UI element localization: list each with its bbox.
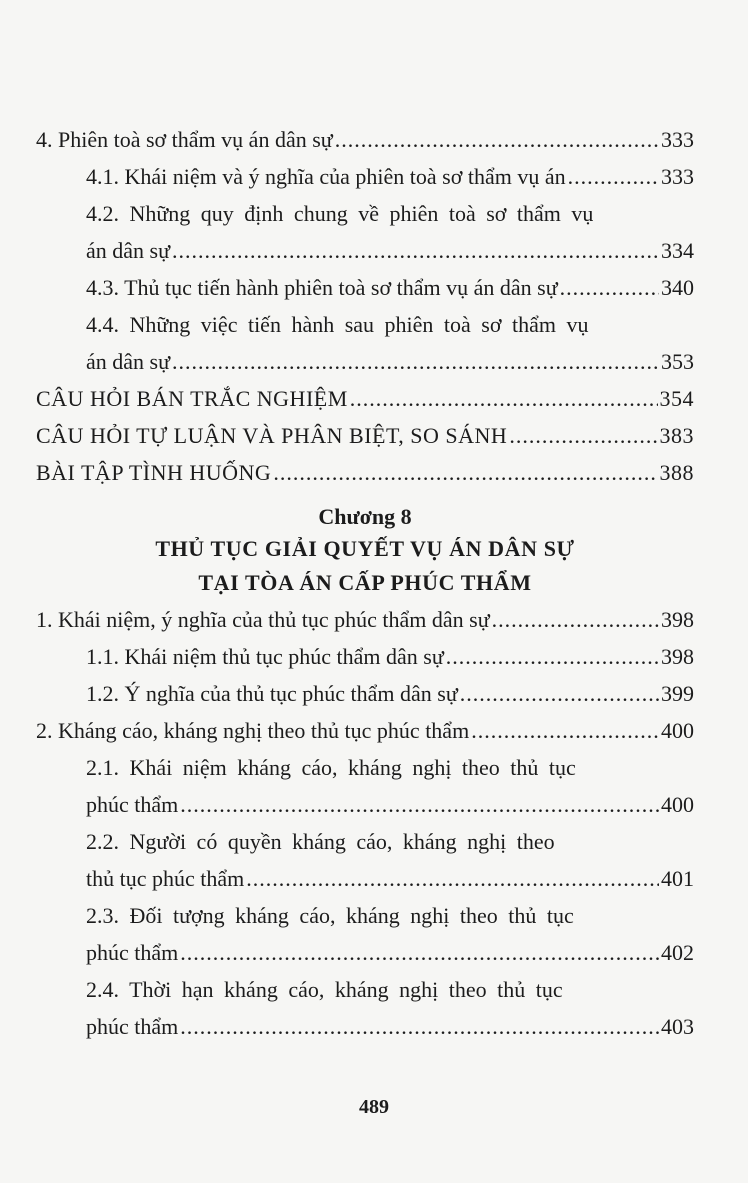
toc-entry (36, 939, 694, 976)
toc-entry (36, 385, 694, 422)
leader-dots (172, 348, 659, 376)
toc-entry-page: 403 (661, 1014, 694, 1039)
page-number: 489 (359, 1096, 389, 1118)
toc-entry (36, 237, 694, 274)
leader-dots (560, 274, 659, 302)
chapter-label: Chương 8 (318, 504, 412, 529)
toc-entry-line1 (36, 311, 694, 348)
toc-entry-text: phúc thẩm (86, 792, 179, 817)
leader-dots (180, 791, 659, 819)
toc-entry-text: phúc thẩm (86, 940, 179, 965)
chapter-title-line2: TẠI TÒA ÁN CẤP PHÚC THẨM (198, 570, 532, 595)
toc-entry (36, 865, 694, 902)
toc-entry-page: 398 (661, 607, 694, 632)
leader-dots (335, 126, 659, 154)
toc-entry-text: thủ tục phúc thẩm (86, 866, 245, 891)
toc-entry (36, 717, 694, 754)
toc-entry (36, 274, 694, 311)
toc-entry-text: 4.1. Khái niệm và ý nghĩa của phiên toà sơ thẩm vụ án (86, 164, 566, 189)
toc-entry-page: 402 (661, 940, 694, 965)
toc-entry-text: 1.1. Khái niệm thủ tục phúc thẩm dân sự (86, 644, 444, 669)
toc-entry (36, 791, 694, 828)
toc-entry-text: 2.2. Người có quyền kháng cáo, kháng nghị theo (86, 829, 555, 854)
toc-entry-text: 4.3. Thủ tục tiến hành phiên toà sơ thẩm vụ án dân sự (86, 275, 558, 300)
toc-entry-page: 400 (661, 792, 694, 817)
toc-entry-text: 1. Khái niệm, ý nghĩa của thủ tục phúc thẩm dân sự (36, 607, 490, 632)
toc-entry-line1 (36, 976, 694, 1013)
toc-entry (36, 1013, 694, 1050)
toc-entry-page: 383 (659, 423, 694, 448)
toc-entry-text: 2.1. Khái niệm kháng cáo, kháng nghị theo thủ tục (86, 755, 576, 780)
toc-entry-page: 353 (661, 349, 694, 374)
toc-entry-line1 (36, 200, 694, 237)
leader-dots (471, 717, 659, 745)
leader-dots (350, 385, 658, 413)
leader-dots (273, 459, 657, 487)
toc-entry (36, 163, 694, 200)
toc-entry-page: 340 (661, 275, 694, 300)
toc-entry-text: 4.2. Những quy định chung về phiên toà sơ thẩm vụ (86, 201, 594, 226)
toc-entry (36, 348, 694, 385)
toc-entry-text: 4. Phiên toà sơ thẩm vụ án dân sự (36, 127, 333, 152)
toc-entry-text: án dân sự (86, 349, 171, 374)
toc-entry-page: 400 (661, 718, 694, 743)
toc-entry-line1 (36, 828, 694, 865)
toc-entry-page: 399 (661, 681, 694, 706)
toc-entry (36, 422, 694, 459)
leader-dots (172, 237, 659, 265)
toc-entry (36, 126, 694, 163)
leader-dots (509, 422, 657, 450)
toc-entry-line1 (36, 902, 694, 939)
toc-entry-page: 333 (661, 127, 694, 152)
toc-entry (36, 459, 694, 496)
toc-entry-text: án dân sự (86, 238, 171, 263)
toc-entry-text: 2. Kháng cáo, kháng nghị theo thủ tục phúc thẩm (36, 718, 470, 743)
leader-dots (446, 643, 659, 671)
toc-entry-text: BÀI TẬP TÌNH HUỐNG (36, 460, 272, 485)
toc-entry (36, 643, 694, 680)
chapter-title-line1: THỦ TỤC GIẢI QUYẾT VỤ ÁN DÂN SỰ (155, 536, 575, 561)
toc-entry-page: 334 (661, 238, 694, 263)
toc-entry (36, 606, 694, 643)
leader-dots (460, 680, 659, 708)
toc-entry-text: CÂU HỎI TỰ LUẬN VÀ PHÂN BIỆT, SO SÁNH (36, 423, 508, 448)
toc-entry-line1 (36, 754, 694, 791)
leader-dots (246, 865, 659, 893)
leader-dots (492, 606, 659, 634)
toc-entry-text: 4.4. Những việc tiến hành sau phiên toà sơ thẩm vụ (86, 312, 589, 337)
toc-entry-page: 401 (661, 866, 694, 891)
toc-entry-text: 2.3. Đối tượng kháng cáo, kháng nghị theo thủ tục (86, 903, 574, 928)
toc-entry-text: 2.4. Thời hạn kháng cáo, kháng nghị theo thủ tục (86, 977, 563, 1002)
toc-entry-text: 1.2. Ý nghĩa của thủ tục phúc thẩm dân sự (86, 681, 458, 706)
toc-entry-page: 398 (661, 644, 694, 669)
leader-dots (180, 1013, 659, 1041)
toc-entry (36, 680, 694, 717)
toc-entry-page: 388 (659, 460, 694, 485)
table-of-contents (36, 126, 694, 1050)
leader-dots (568, 163, 659, 191)
toc-entry-text: CÂU HỎI BÁN TRẮC NGHIỆM (36, 386, 348, 411)
leader-dots (180, 939, 659, 967)
toc-entry-text: phúc thẩm (86, 1014, 179, 1039)
toc-entry-page: 333 (661, 164, 694, 189)
chapter-heading (36, 502, 694, 600)
toc-entry-page: 354 (659, 386, 694, 411)
